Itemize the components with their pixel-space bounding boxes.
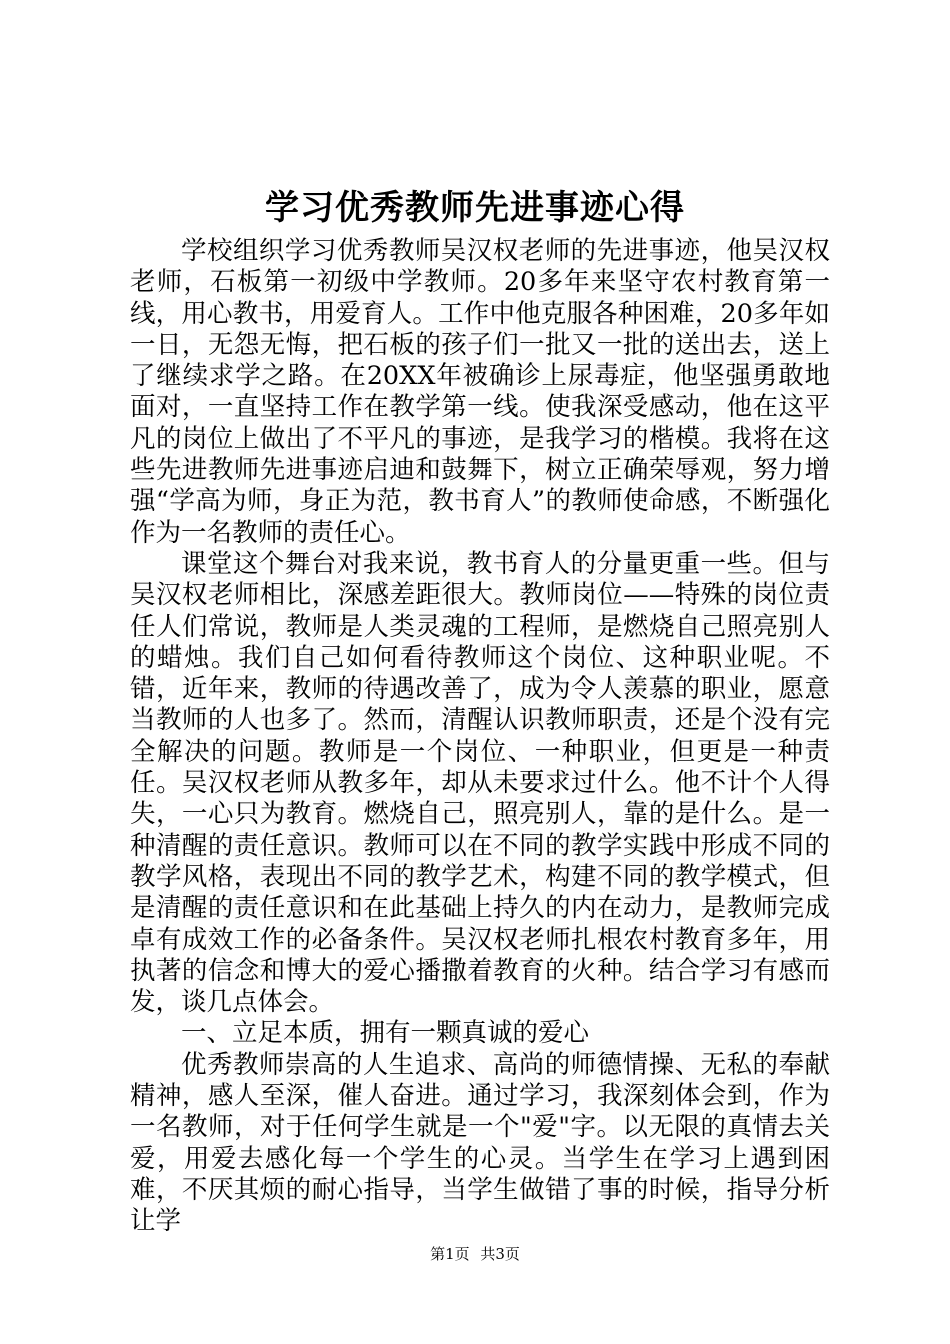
paragraph-love: 优秀教师崇高的人生追求、高尚的师德情操、无私的奉献精神，感人至深，催人奋进。通过学习，我深刻体会到，作为一名教师，对于任何学生就是一个"爱"字。以无限的真情去关爱，用爱去感化每一个学生的心灵。当学生在学习上遇到困难，不厌其烦的耐心指导，当学生做错了事的时候，指导分析让学 — [130, 1049, 830, 1237]
document-title: 学习优秀教师先进事迹心得 — [265, 188, 685, 228]
document-body — [130, 236, 830, 1238]
section-heading-1: 一、立足本质，拥有一颗真诚的爱心 — [181, 1018, 590, 1049]
page-number-total: 共3页 — [480, 1245, 520, 1263]
paragraph-intro: 学校组织学习优秀教师吴汉权老师的先进事迹，他吴汉权老师，石板第一初级中学教师。20多年来坚守农村教育第一线，用心教书，用爱育人。工作中他克服各种困难，20多年如一日，无怨无悔，把石板的孩子们一批又一批的送出去，送上了继续求学之路。在20XX年被确诊上尿毒症，他坚强勇敢地面对，一直坚持工作在教学第一线。使我深受感动，他在这平凡的岗位上做出了不平凡的事迹，是我学习的楷模。我将在这些先进教师先进事迹启迪和鼓舞下，树立正确荣辱观，努力增强“学高为师，身正为范，教书育人”的教师使命感，不断强化作为一名教师的责任心。 — [130, 236, 830, 548]
page-footer — [0, 1244, 950, 1264]
page-number-current: 第1页 — [430, 1245, 470, 1263]
paragraph-responsibility: 课堂这个舞台对我来说，教书育人的分量更重一些。但与吴汉权老师相比，深感差距很大。教师岗位——特殊的岗位责任人们常说，教师是人类灵魂的工程师，是燃烧自己照亮别人的蜡烛。我们自己如何看待教师这个岗位、这种职业呢。不错，近年来，教师的待遇改善了，成为令人羡慕的职业，愿意当教师的人也多了。然而，清醒认识教师职责，还是个没有完全解决的问题。教师是一个岗位、一种职业，但更是一种责任。吴汉权老师从教多年，却从未要求过什么。他不计个人得失，一心只为教育。燃烧自己，照亮别人，靠的是什么。是一种清醒的责任意识。教师可以在不同的教学实践中形成不同的教学风格，表现出不同的教学艺术，构建不同的教学模式，但是清醒的责任意识和在此基础上持久的内在动力，是教师完成卓有成效工作的必备条件。吴汉权老师扎根农村教育多年，用执著的信念和博大的爱心播撒着教育的火种。结合学习有感而发，谈几点体会。 — [130, 548, 830, 1018]
